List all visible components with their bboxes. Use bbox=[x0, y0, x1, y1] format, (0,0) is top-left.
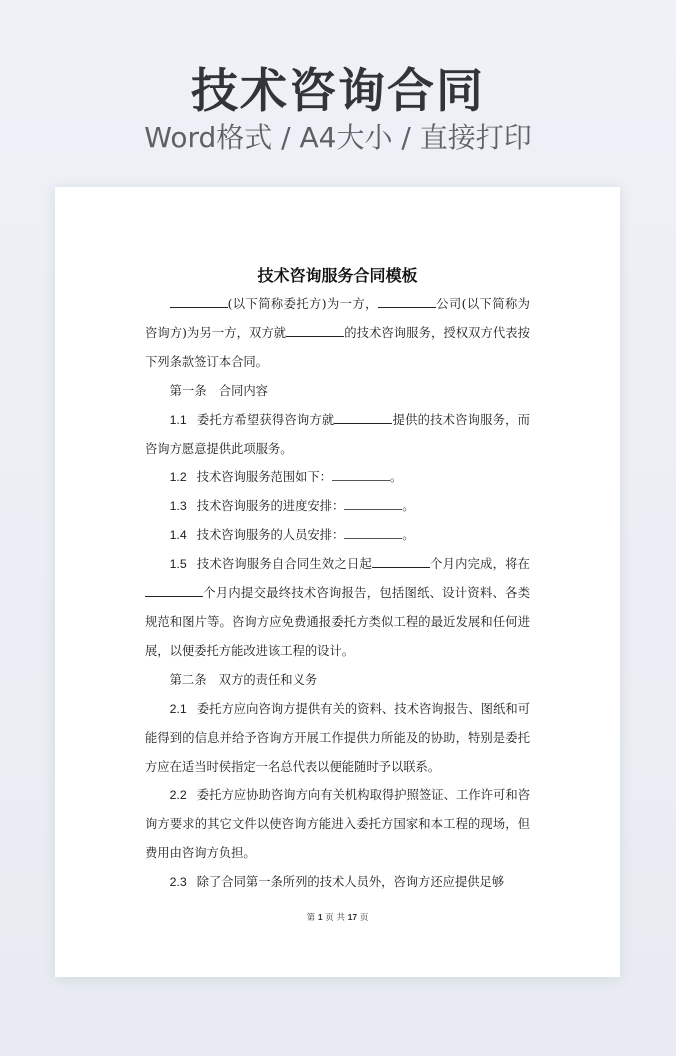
clause-number: 2.1 bbox=[169, 701, 187, 716]
footer-prefix: 第 bbox=[306, 913, 316, 923]
footer-page-number: 1 bbox=[317, 912, 323, 922]
clause-2-3 bbox=[145, 868, 530, 897]
intro-paragraph bbox=[145, 290, 530, 377]
clause-text: 委托方应协助咨询方向有关机构取得护照签证、工作许可和咨询方要求的其它文件以使咨询方能进入委托方国家和本工程的现场，但费用由咨询方负担。 bbox=[145, 788, 530, 861]
intro-text-2: 公司(以下简称为咨询方)为另一方，双方就 bbox=[145, 297, 530, 340]
clause-text: 委托方应向咨询方提供有关的资料、技术咨询报告、图纸和可能得到的信息并给予咨询方开展工作提供力所能及的协助，特别是委托方应在适当时侯指定一名总代表以便能随时予以联系。 bbox=[145, 701, 530, 774]
clause-text: 技术咨询服务范围如下： bbox=[196, 470, 332, 485]
banner-title: 技术咨询合同 bbox=[191, 64, 485, 119]
blank-line bbox=[372, 554, 430, 568]
clause-1-4 bbox=[145, 521, 530, 550]
clause-text: 提供的技术咨询服务，而咨询方愿意提供此项服务。 bbox=[145, 412, 530, 456]
footer-mid: 页 共 bbox=[325, 913, 345, 923]
blank-line bbox=[145, 583, 203, 597]
clause-1-2 bbox=[145, 463, 530, 492]
blank-line bbox=[170, 294, 228, 308]
clause-text: 除了合同第一条所列的技术人员外，咨询方还应提供足够 bbox=[196, 875, 505, 890]
clause-1-3 bbox=[145, 492, 530, 521]
blank-line bbox=[332, 467, 390, 481]
clause-2-1 bbox=[145, 695, 530, 782]
clause-2-2 bbox=[145, 781, 530, 868]
footer-total-pages: 17 bbox=[347, 912, 358, 922]
blank-line bbox=[378, 294, 436, 308]
clause-number: 1.4 bbox=[169, 528, 187, 543]
clause-number: 2.2 bbox=[169, 788, 187, 803]
document-page bbox=[55, 187, 620, 977]
clause-1-1 bbox=[145, 406, 530, 464]
end-mark: 。 bbox=[402, 528, 415, 543]
clause-1-5 bbox=[145, 550, 530, 666]
page-footer bbox=[55, 911, 620, 923]
clause-number: 2.3 bbox=[169, 875, 187, 890]
clause-text: 委托方希望获得咨询方就 bbox=[196, 412, 335, 427]
section1-title: 第一条 合同内容 bbox=[169, 383, 268, 398]
clause-text: 个月内完成，将在 bbox=[429, 557, 530, 572]
intro-text-1: (以下简称委托方)为一方， bbox=[227, 297, 378, 311]
intro-text-3: 的技术咨询服务，授权双方代表按下列条款签订本合同。 bbox=[145, 325, 530, 369]
clause-number: 1.1 bbox=[169, 412, 187, 427]
footer-suffix: 页 bbox=[359, 913, 369, 923]
blank-line bbox=[344, 525, 402, 539]
clause-text: 技术咨询服务的人员安排： bbox=[196, 528, 345, 543]
blank-line bbox=[344, 496, 402, 510]
clause-text: 个月内提交最终技术咨询报告，包括图纸、设计资料、各类规范和图片等。咨询方应免费通报委托方类似工程的最近发展和任何进展，以便委托方能改进该工程的设计。 bbox=[145, 586, 530, 658]
clause-number: 1.3 bbox=[169, 499, 187, 514]
banner-subtitle: Word格式 / A4大小 / 直接打印 bbox=[144, 121, 532, 154]
end-mark: 。 bbox=[389, 470, 403, 485]
end-mark: 。 bbox=[402, 499, 415, 514]
document-title: 技术咨询服务合同模板 bbox=[257, 266, 418, 285]
blank-line bbox=[286, 323, 344, 337]
section2-title: 第二条 双方的责任和义务 bbox=[169, 672, 318, 687]
document-body bbox=[145, 290, 530, 897]
clause-text: 技术咨询服务自合同生效之日起 bbox=[196, 557, 372, 572]
clause-text: 技术咨询服务的进度安排： bbox=[196, 499, 345, 514]
blank-line bbox=[334, 410, 392, 424]
clause-number: 1.5 bbox=[169, 557, 187, 572]
clause-number: 1.2 bbox=[169, 470, 187, 485]
